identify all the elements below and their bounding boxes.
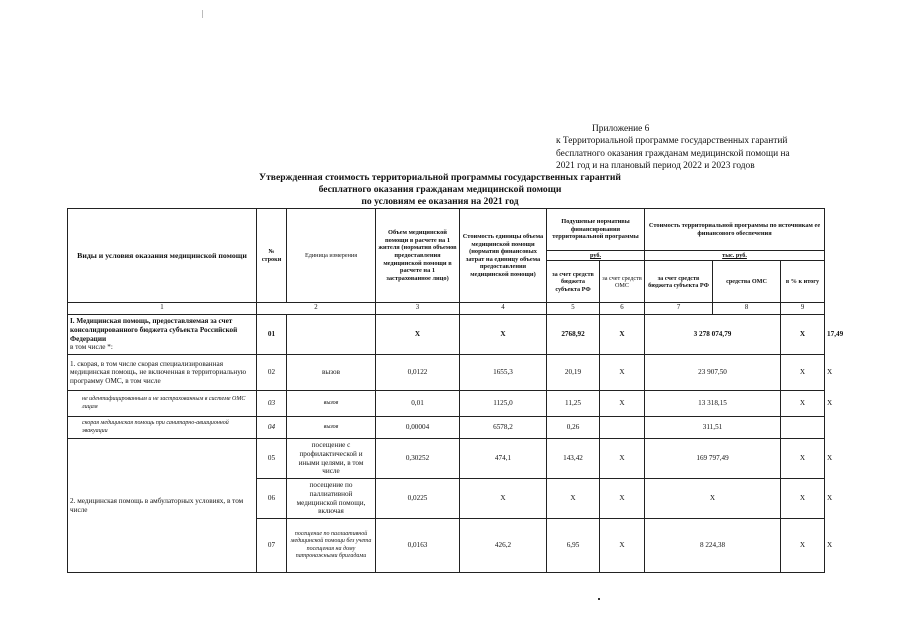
row-07-cost-budget: 8 224,38 [645, 519, 781, 573]
row-04-pc-oms [600, 417, 645, 439]
title-line-3: по условиям ее оказания на 2021 год [361, 196, 519, 207]
row-05-cost-oms: X [781, 439, 825, 479]
col-number-5: 5 [547, 303, 600, 315]
row-05-cost-budget: 169 797,49 [645, 439, 781, 479]
col-number-7: 7 [645, 303, 713, 315]
row-05-volume: 0,30252 [376, 439, 460, 479]
row-03-pc-budget: 11,25 [547, 391, 600, 417]
row-04-no: 04 [257, 417, 287, 439]
row-06-pc-budget: X [547, 479, 600, 519]
row-02-cost-budget: 23 907,50 [645, 355, 781, 391]
row-01-pc-budget: 2768,92 [547, 315, 600, 355]
row-07-pc-oms: X [600, 519, 645, 573]
row-04-pc-budget: 0,26 [547, 417, 600, 439]
row-06-unit-cost: X [460, 479, 547, 519]
row-02-pc-budget: 20,19 [547, 355, 600, 391]
row-02-cost-oms: X [781, 355, 825, 391]
row-01-volume: X [376, 315, 460, 355]
row-03-pc-oms: X [600, 391, 645, 417]
col-number-2: 2 [257, 303, 376, 315]
row-03-volume: 0,01 [376, 391, 460, 417]
row-06-pc-oms: X [600, 479, 645, 519]
row-02-volume: 0,0122 [376, 355, 460, 391]
row-01-cost-oms: X [781, 315, 825, 355]
row-07-unit-cost: 426,2 [460, 519, 547, 573]
table-row: 2. медицинская помощь в амбулаторных условиях, в том числе 05 посещение с профилактической и иными целями, в том числе 0,30252 474,1 143,42 X 169 797,49 X X [68, 439, 825, 479]
table-row [68, 417, 825, 439]
cost-table [67, 208, 844, 573]
col-number-3: 3 [376, 303, 460, 315]
row-06-unit: посещение по паллиативной медицинской помощи, включая [287, 479, 376, 519]
row-01-unit [287, 315, 376, 355]
table-row: 06 посещение по паллиативной медицинской помощи, включая 0,0225 X X X X X X [68, 479, 825, 519]
col-number-1: 1 [68, 303, 257, 315]
header-unit-cost: Стоимость единицы объема медицинской помощи (норматив финансовых затрат на единицу объема предоставления медицинской помощи) [460, 209, 547, 303]
row-03-label: не идентифицированным и не застрахованным в системе ОМС лицам [68, 391, 257, 417]
header-pct: в % к итогу [781, 261, 825, 303]
row-05-pc-budget: 143,42 [547, 439, 600, 479]
header-types: Виды и условия оказания медицинской помощи [68, 209, 257, 303]
appendix-line-4: 2021 год и на плановый период 2022 и 2023 годов [556, 161, 755, 172]
row-03-no: 03 [257, 391, 287, 417]
row-07-unit: посещение по паллиативной медицинской помощи без учета посещения на дому патронажными бригадами [287, 519, 376, 573]
row-06-cost-budget: X [645, 479, 781, 519]
row-07-volume: 0,0163 [376, 519, 460, 573]
appendix-line-2: к Территориальной программе государственных гарантий [556, 136, 788, 147]
header-per-capita: Подушевые нормативы финансирования территориальной программы [547, 209, 645, 251]
row-03-unit-cost: 1125,0 [460, 391, 547, 417]
header-oms-src: за счет средств ОМС [600, 261, 645, 303]
title-line-2: бесплатного оказания гражданам медицинской помощи [318, 184, 562, 195]
header-thous-rub: тыс. руб. [645, 251, 825, 261]
row-05-unit: посещение с профилактической и иными целями, в том числе [287, 439, 376, 479]
header-cost-budget: за счет средств бюджета субъекта РФ [645, 261, 713, 303]
col-number-8: 8 [713, 303, 781, 315]
row-07-pc-budget: 6,95 [547, 519, 600, 573]
appendix-line-3: бесплатного оказания гражданам медицинской помощи на [556, 148, 790, 159]
row-04-unit-cost: 6578,2 [460, 417, 547, 439]
header-unit: Единица измерения [287, 209, 376, 303]
table-row: 1. скорая, в том числе скорая специализированная медицинская помощь, не включенная в территориальную программу ОМС, в том числе 02 вызов 0,0122 1655,3 20,19 X 23 907,50 X X [68, 355, 825, 391]
row-04-cost-budget: 311,51 [645, 417, 781, 439]
row-02-unit-cost: 1655,3 [460, 355, 547, 391]
row-01-cost-budget: 3 278 074,79 [645, 315, 781, 355]
row-06-volume: 0,0225 [376, 479, 460, 519]
row-05-no: 05 [257, 439, 287, 479]
col-number-6: 6 [600, 303, 645, 315]
row-03-unit: вызов [287, 391, 376, 417]
row-01-pc-oms: X [600, 315, 645, 355]
row-01-unit-cost: X [460, 315, 547, 355]
row-02-unit: вызов [287, 355, 376, 391]
col-number-4: 4 [460, 303, 547, 315]
row-04-unit: вызов [287, 417, 376, 439]
row-04-label: скорая медицинская помощь при санитарно-авиационной эвакуации [68, 417, 257, 439]
row-06-no: 06 [257, 479, 287, 519]
row-01-no: 01 [257, 315, 287, 355]
appendix-line-1: Приложение 6 [592, 124, 650, 134]
row-03-cost-oms: X [781, 391, 825, 417]
header-rub: руб. [547, 251, 645, 261]
row-05-unit-cost: 474,1 [460, 439, 547, 479]
scan-dot [598, 598, 600, 600]
row-02-pc-oms: X [600, 355, 645, 391]
header-cost-title: Стоимость территориальной программы по источникам ее финансового обеспечения [645, 209, 825, 251]
group-2-label: 2. медицинская помощь в амбулаторных условиях, в том числе [68, 439, 257, 573]
row-05-pc-oms: X [600, 439, 645, 479]
title-line-1: Утвержденная стоимость территориальной программы государственных гарантий [259, 172, 621, 183]
row-06-cost-oms: X [781, 479, 825, 519]
header-row-no: № строки [257, 209, 287, 303]
row-02-no: 02 [257, 355, 287, 391]
document-title [240, 172, 640, 208]
row-04-volume: 0,00004 [376, 417, 460, 439]
header-cost-oms: средства ОМС [713, 261, 781, 303]
row-02-label: 1. скорая, в том числе скорая специализированная медицинская помощь, не включенная в территориальную программу ОМС, в том числе [68, 355, 257, 391]
table-row: не идентифицированным и не застрахованным в системе ОМС лицам 03 вызов 0,01 1125,0 11,25 X 13 318,15 X X [68, 391, 825, 417]
column-numbers-row [68, 303, 825, 315]
header-budget-rf: за счет средств бюджета субъекта РФ [547, 261, 600, 303]
table-row: 07 посещение по паллиативной медицинской помощи без учета посещения на дому патронажными бригадами 0,0163 426,2 6,95 X 8 224,38 X X [68, 519, 825, 573]
appendix-note [556, 123, 886, 173]
col-number-9: 9 [781, 303, 825, 315]
header-volume: Объем медицинской помощи в расчете на 1 жителя (норматив объемов предоставления медицинской помощи в расчете на 1 застрахованное лицо) [376, 209, 460, 303]
row-01-label: I. Медицинская помощь, предоставляемая за счет консолидированного бюджета субъекта Российской Федерации в том числе *: [68, 315, 257, 355]
row-07-no: 07 [257, 519, 287, 573]
row-04-cost-oms [781, 417, 825, 439]
scan-mark [202, 10, 203, 18]
table-row: I. Медицинская помощь, предоставляемая за счет консолидированного бюджета субъекта Российской Федерации в том числе *: 01 X X 2768,92 X 3 278 074,79 X 17,49 [68, 315, 825, 355]
row-07-cost-oms: X [781, 519, 825, 573]
row-03-cost-budget: 13 318,15 [645, 391, 781, 417]
